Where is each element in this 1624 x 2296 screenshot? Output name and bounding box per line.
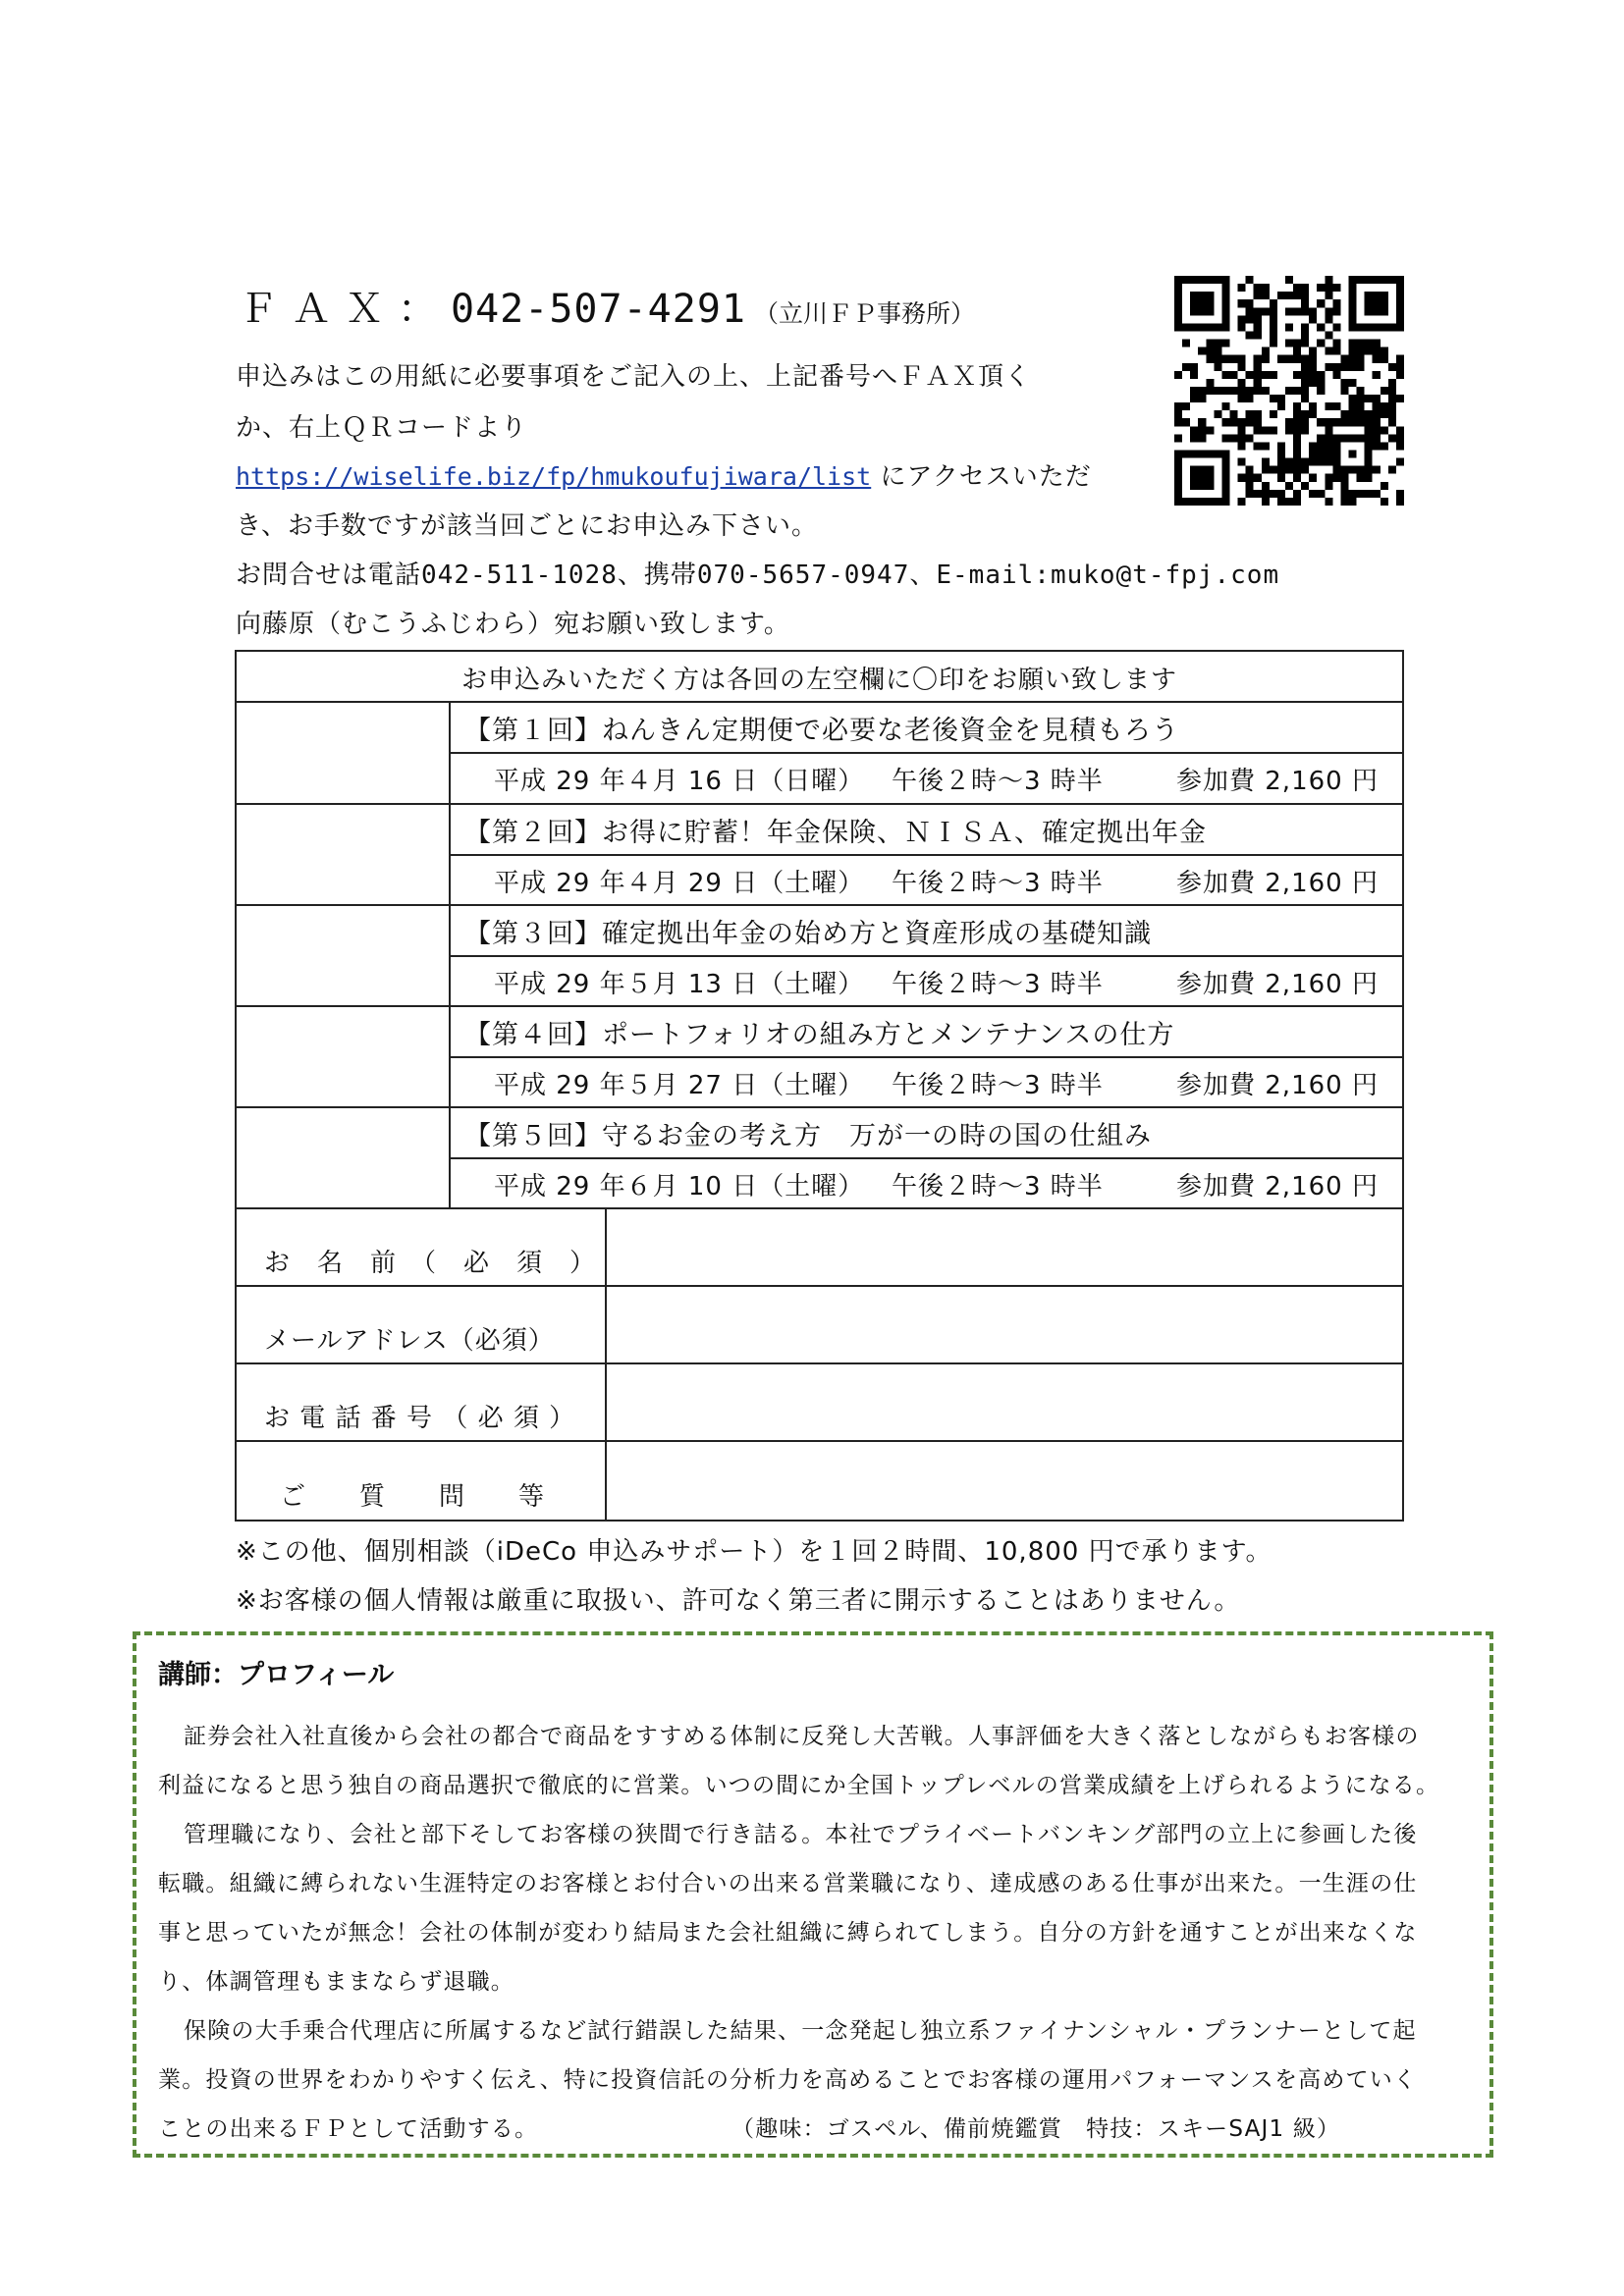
session-3-fee: 参加費 2,160 円 [1176,970,1379,999]
session-4-date: 平成 29 年５月 27 日（土曜） [494,1071,865,1100]
session-4-detail [494,1065,1379,1101]
profile-line-6: り、体調管理もままならず退職。 [158,1969,514,1995]
profile-hobby: （趣味：ゴスペル、備前焼鑑賞 特技：スキーSAJ1 級） [731,2116,1341,2142]
session-3-title: 【第３回】確定拠出年金の始め方と資産形成の基礎知識 [464,919,1152,949]
fax-header [239,278,975,337]
session-5-date: 平成 29 年６月 10 日（土曜） [494,1172,865,1201]
note-consultation: ※この他、個別相談（iDeCo 申込みサポート）を１回２時間、10,800 円で承ります。 [236,1537,1272,1567]
contact-email-prefix: 、E-mail: [909,561,1051,590]
intro-line-1: 申込みはこの用紙に必要事項をご記入の上、上記番号へＦＡＸ頂く [236,362,1032,392]
profile-title: 講師：プロフィール [158,1660,395,1690]
contact-email: muko@t-fpj.com [1050,561,1280,590]
contact-mobile-prefix: 、携帯 [617,561,697,590]
phone-label: お 電 話 番 号 （ 必 須 ） [264,1404,576,1433]
note-privacy: ※お客様の個人情報は厳重に取扱い、許可なく第三者に開示することはありません。 [236,1586,1241,1616]
session-5-fee: 参加費 2,160 円 [1176,1172,1379,1201]
profile-line-3: 管理職になり、会社と部下そしてお客様の狭間で行き詰る。本社でプライベートバンキング部門の立上に参画した後 [184,1822,1418,1847]
phone-input[interactable] [607,1364,1400,1439]
application-form [235,650,1404,1522]
session-2-fee: 参加費 2,160 円 [1176,869,1379,898]
session-3-time: 午後２時～3 時半 [892,970,1104,999]
questions-label: ご 質 問 等 [280,1482,546,1512]
intro-line-2: か、右上ＱＲコードより [236,413,528,443]
profile-line-2: 利益になると思う独自の商品選択で徹底的に営業。いつの間にか全国トップレベルの営業成績を上げられるようになる。 [158,1773,1440,1798]
contact-mobile: 070-5657-0947 [696,561,910,590]
profile-box [133,1631,1493,2158]
fax-number: 042-507-4291 [451,287,746,332]
name-label: お 名 前 （ 必 須 ） [264,1249,597,1278]
email-input[interactable] [607,1287,1400,1362]
session-1-checkbox[interactable] [237,703,447,802]
session-1-time: 午後２時～3 時半 [892,767,1104,796]
office-name: （立川ＦＰ事務所） [753,299,975,328]
session-3-date: 平成 29 年５月 13 日（土曜） [494,970,865,999]
session-5-checkbox[interactable] [237,1108,447,1206]
signup-url-link[interactable]: https://wiselife.biz/fp/hmukoufujiwara/list [236,462,872,491]
profile-line-8: 業。投資の世界をわかりやすく伝え、特に投資信託の分析力を高めることでお客様の運用パフォーマンスを高めていく [158,2067,1418,2093]
intro-line-4: き、お手数ですが該当回ごとにお申込み下さい。 [236,511,818,541]
session-1-fee: 参加費 2,160 円 [1176,767,1379,796]
session-2-detail [494,863,1379,899]
intro-line-6: 向藤原（むこうふじわら）宛お願い致します。 [236,610,790,639]
session-4-title: 【第４回】ポートフォリオの組み方とメンテナンスの仕方 [464,1020,1175,1050]
profile-line-1: 証券会社入社直後から会社の都合で商品をすすめる体制に反発し大苦戦。人事評価を大きく落としながらもお客様の [184,1724,1420,1749]
contact-prefix: お問合せは電話 [236,561,422,590]
session-3-checkbox[interactable] [237,906,447,1004]
session-4-fee: 参加費 2,160 円 [1176,1071,1379,1100]
session-1-detail [494,761,1379,797]
profile-line-7: 保険の大手乗合代理店に所属するなど試行錯誤した結果、一念発起し独立系ファイナンシャル・プランナーとして起 [184,2018,1417,2044]
fax-label: ＦＡＸ： [239,287,451,332]
session-3-detail [494,964,1379,1000]
session-1-title: 【第１回】ねんきん定期便で必要な老後資金を見積もろう [464,716,1179,746]
session-4-checkbox[interactable] [237,1007,447,1105]
form-header: お申込みいただく方は各回の左空欄に〇印をお願い致します [460,666,1177,695]
questions-input[interactable] [607,1442,1400,1520]
session-5-title: 【第５回】守るお金の考え方 万が一の時の国の仕組み [464,1121,1152,1151]
profile-line-4: 転職。組織に縛られない生涯特定のお客様とお付合いの出来る営業職になり、達成感のある仕事が出来た。一生涯の仕 [158,1871,1418,1896]
session-2-title: 【第２回】お得に貯蓄！年金保険、ＮＩＳＡ、確定拠出年金 [464,818,1207,848]
session-1-date: 平成 29 年４月 16 日（日曜） [494,767,865,796]
profile-line-9: ことの出来るＦＰとして活動する。 [158,2116,539,2142]
qr-code[interactable] [1174,276,1404,506]
session-2-checkbox[interactable] [237,805,447,903]
contact-line [236,558,1279,593]
session-5-detail [494,1166,1379,1202]
email-label: メールアドレス（必須） [264,1326,555,1356]
name-input[interactable] [607,1209,1400,1284]
intro-line-3 [236,459,1092,495]
session-2-date: 平成 29 年４月 29 日（土曜） [494,869,865,898]
session-4-time: 午後２時～3 時半 [892,1071,1104,1100]
profile-line-5: 事と思っていたが無念！会社の体制が変わり結局また会社組織に縛られてしまう。自分の方針を通すことが出来なくな [158,1920,1418,1946]
session-2-time: 午後２時～3 時半 [892,869,1104,898]
session-5-time: 午後２時～3 時半 [892,1172,1104,1201]
contact-phone: 042-511-1028 [421,561,618,590]
intro-line-3-text: にアクセスいただ [880,462,1092,492]
